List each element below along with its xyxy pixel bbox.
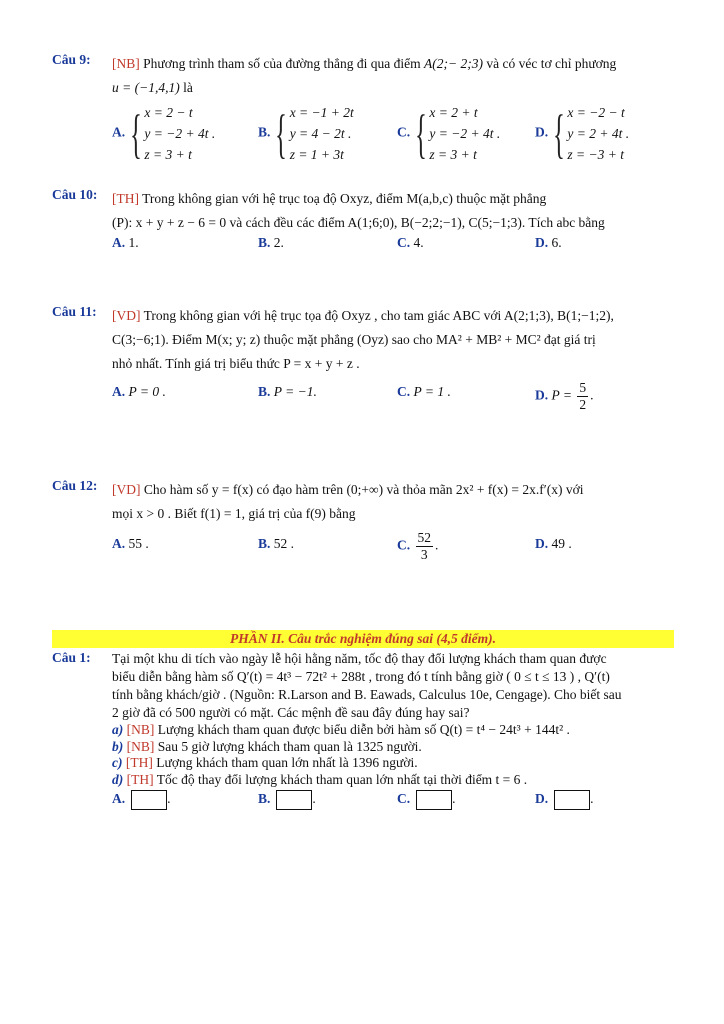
statement-c: c) [TH] Lượng khách tham quan lớn nhất là 1396 người. bbox=[112, 755, 418, 770]
equation-line: y = 2 + 4t . bbox=[567, 126, 630, 141]
answer-box[interactable] bbox=[416, 790, 452, 810]
choice-value: 6. bbox=[551, 235, 562, 250]
choice-label: D. bbox=[535, 124, 549, 140]
choice-c[interactable] bbox=[397, 384, 451, 400]
choice-label: C. bbox=[397, 537, 411, 553]
question-text: là bbox=[183, 80, 193, 95]
choice-value: P = 1 . bbox=[413, 384, 451, 399]
statement-d: d) [TH] Tốc độ thay đổi lượng khách tham quan lớn nhất tại thời điểm t = 6 . bbox=[112, 771, 528, 787]
choice-label: A. bbox=[112, 536, 126, 551]
question-number: Câu 10: bbox=[52, 187, 98, 202]
choice-b[interactable] bbox=[258, 384, 317, 400]
question-9 bbox=[52, 52, 676, 172]
choice-label: B. bbox=[258, 235, 271, 250]
choice-d[interactable] bbox=[535, 536, 572, 552]
question-11 bbox=[52, 304, 676, 414]
question-text: và có véc tơ chỉ phương bbox=[486, 56, 617, 71]
question-12 bbox=[52, 478, 676, 564]
difficulty-tag: [NB] bbox=[112, 56, 140, 71]
question-text: Phương trình tham số của đường thẳng đi qua điểm bbox=[143, 56, 421, 71]
equation-line: x = 2 − t bbox=[144, 105, 193, 120]
answer-label: B. bbox=[258, 791, 271, 807]
question-text: 2 giờ đã có 500 người có mặt. Các mệnh đề sau đây đúng hay sai? bbox=[112, 705, 470, 720]
equation-line: y = 4 − 2t . bbox=[289, 126, 352, 141]
choice-b[interactable] bbox=[258, 536, 294, 552]
choice-value: 4. bbox=[413, 235, 424, 250]
question-10 bbox=[52, 187, 676, 259]
choice-prefix: P = bbox=[551, 387, 572, 403]
choice-a[interactable]: A. { x = 2 − t y = −2 + 4t . z = 3 + t bbox=[112, 103, 216, 164]
choice-value: 55 . bbox=[128, 536, 149, 551]
choice-label: B. bbox=[258, 536, 271, 551]
difficulty-tag: [VD] bbox=[112, 482, 141, 497]
question-text: (P): x + y + z − 6 = 0 và cách đều các điểm A(1;6;0), B(−2;2;−1), C(5;−1;3). Tích abc bằng bbox=[112, 215, 605, 230]
fraction: $\frac{5}{2}$ bbox=[579, 380, 587, 412]
choice-value: 2. bbox=[273, 235, 284, 250]
answer-c: C. . bbox=[397, 790, 456, 810]
equation-line: x = −2 − t bbox=[567, 105, 625, 120]
choice-value: 1. bbox=[128, 235, 139, 250]
choice-label: B. bbox=[258, 124, 271, 140]
answer-b: B. . bbox=[258, 790, 316, 810]
choice-label: C. bbox=[397, 124, 411, 140]
choice-d[interactable] bbox=[535, 235, 562, 251]
equation-line: z = 3 + t bbox=[429, 147, 477, 162]
direction-vector: u = (−1,4,1) bbox=[112, 80, 180, 95]
choice-value: P = 0 . bbox=[128, 384, 166, 399]
equation-line: z = 3 + t bbox=[144, 147, 192, 162]
choice-label: D. bbox=[535, 536, 549, 551]
answer-box[interactable] bbox=[554, 790, 590, 810]
choice-b[interactable] bbox=[258, 235, 284, 251]
statement-a: a) [NB] Lượng khách tham quan được biểu diễn bởi hàm số Q(t) = t⁴ − 24t³ + 144t² . bbox=[112, 722, 570, 737]
fraction: $\frac{52}{3}$ bbox=[417, 530, 431, 562]
equation-line: z = 1 + 3t bbox=[289, 147, 344, 162]
choice-a[interactable] bbox=[112, 384, 166, 400]
choice-d[interactable]: D. P = $\frac{5}{2}$ . bbox=[535, 380, 594, 412]
choice-c[interactable] bbox=[397, 235, 424, 251]
part2-question-1 bbox=[52, 650, 676, 814]
question-text: Trong không gian với hệ trục toạ độ Oxyz, điểm M(a,b,c) thuộc mặt phẳng bbox=[142, 191, 547, 206]
choice-label: C. bbox=[397, 384, 411, 399]
question-text: Tại một khu di tích vào ngày lễ hội hằng năm, tốc độ thay đổi lượng khách tham quan được bbox=[112, 651, 607, 666]
equation-line: z = −3 + t bbox=[567, 147, 625, 162]
choice-c[interactable]: C. { x = 2 + t y = −2 + 4t . z = 3 + t bbox=[397, 103, 501, 164]
choice-value: 49 . bbox=[551, 536, 572, 551]
answer-a: A. . bbox=[112, 790, 171, 810]
choice-c[interactable]: C. $\frac{52}{3}$ . bbox=[397, 530, 439, 562]
answer-label: A. bbox=[112, 791, 126, 807]
choice-d[interactable]: D. { x = −2 − t y = 2 + 4t . z = −3 + t bbox=[535, 103, 630, 164]
answer-box[interactable] bbox=[276, 790, 312, 810]
question-number: Câu 1: bbox=[52, 650, 91, 665]
question-number: Câu 11: bbox=[52, 304, 97, 319]
equation-line: y = −2 + 4t . bbox=[144, 126, 216, 141]
choice-label: D. bbox=[535, 235, 549, 250]
answer-label: C. bbox=[397, 791, 411, 807]
choice-value: 52 . bbox=[273, 536, 295, 551]
choice-b[interactable]: B. { x = −1 + 2t y = 4 − 2t . z = 1 + 3t bbox=[258, 103, 354, 164]
choice-a[interactable] bbox=[112, 536, 149, 552]
choice-value: P = −1. bbox=[273, 384, 317, 399]
difficulty-tag: [VD] bbox=[112, 308, 141, 323]
question-number: Câu 9: bbox=[52, 52, 91, 67]
question-text: biểu diễn bằng hàm số Q′(t) = 4t³ − 72t² + 288t , trong đó t tính bằng giờ ( 0 ≤ t ≤ 13 ) , Q′(t) bbox=[112, 669, 610, 684]
question-text: mọi x > 0 . Biết f(1) = 1, giá trị của f(9) bằng bbox=[112, 506, 356, 521]
difficulty-tag: [TH] bbox=[112, 191, 139, 206]
choice-a[interactable] bbox=[112, 235, 139, 251]
equation-line: x = −1 + 2t bbox=[289, 105, 354, 120]
choice-label: B. bbox=[258, 384, 271, 399]
equation-line: y = −2 + 4t . bbox=[429, 126, 501, 141]
question-text: nhỏ nhất. Tính giá trị biểu thức P = x + y + z . bbox=[112, 356, 360, 371]
question-text: C(3;−6;1). Điểm M(x; y; z) thuộc mặt phẳng (Oyz) sao cho MA² + MB² + MC² đạt giá trị bbox=[112, 332, 596, 347]
choice-label: A. bbox=[112, 384, 126, 399]
answer-label: D. bbox=[535, 791, 549, 807]
equation-line: x = 2 + t bbox=[429, 105, 478, 120]
question-text: Trong không gian với hệ trục tọa độ Oxyz , cho tam giác ABC với A(2;1;3), B(1;−1;2), bbox=[143, 308, 614, 323]
choice-label: A. bbox=[112, 124, 126, 140]
statement-b: b) [NB] Sau 5 giờ lượng khách tham quan là 1325 người. bbox=[112, 738, 422, 754]
question-text: Cho hàm số y = f(x) có đạo hàm trên (0;+∞) và thỏa mãn 2x² + f(x) = 2x.f′(x) với bbox=[143, 482, 584, 497]
question-number: Câu 12: bbox=[52, 478, 98, 493]
choice-label: C. bbox=[397, 235, 411, 250]
choice-label: A. bbox=[112, 235, 126, 250]
answer-box[interactable] bbox=[131, 790, 167, 810]
question-text: tính bằng khách/giờ . (Nguồn: R.Larson and B. Eawads, Calculus 10e, Cengage). Cho biết sau bbox=[112, 687, 622, 702]
answer-d: D. . bbox=[535, 790, 594, 810]
point-a: A(2;− 2;3) bbox=[424, 56, 483, 71]
choice-label: D. bbox=[535, 387, 549, 403]
section-title: PHẦN II. Câu trắc nghiệm đúng sai (4,5 điểm). bbox=[52, 630, 674, 648]
